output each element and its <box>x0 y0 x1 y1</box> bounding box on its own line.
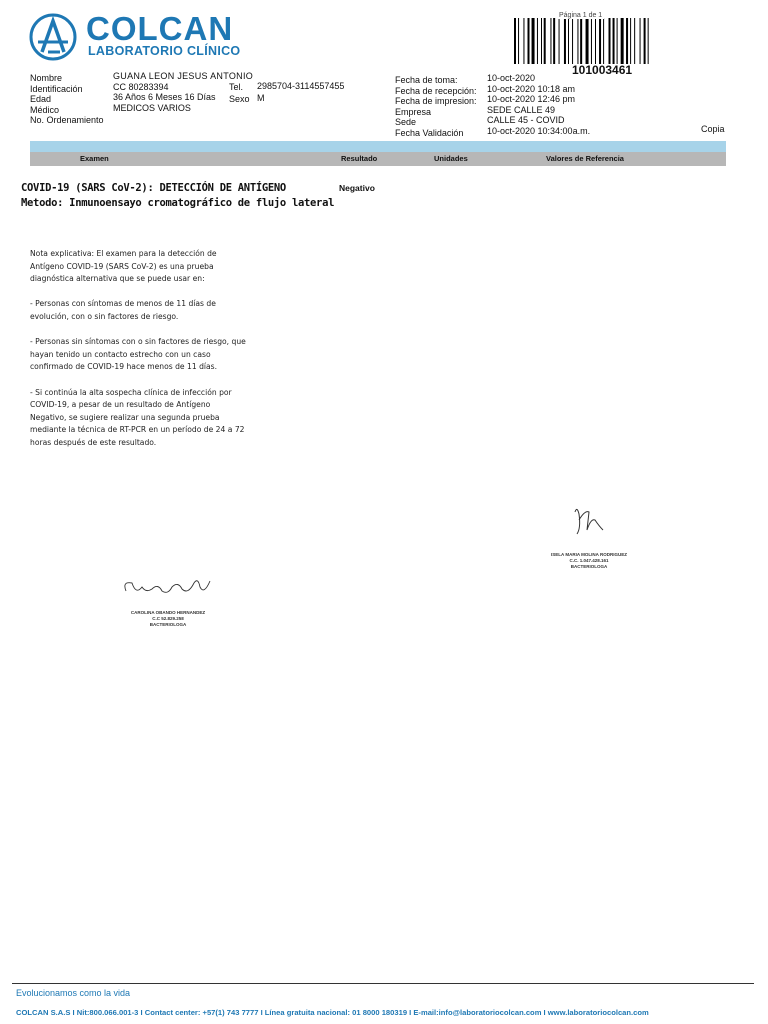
exam-result: Negativo <box>339 183 375 193</box>
patient-name: GUANA LEON JESUS ANTONIO <box>113 71 254 81</box>
date-labels <box>395 75 477 138</box>
signer-name: ISELA MARIA MOLINA RODRIGUEZ <box>551 552 627 557</box>
patient-id: CC 80283394 <box>113 81 169 92</box>
exam-title: COVID-19 (SARS CoV-2): DETECCIÓN DE ANTÍGENO <box>21 182 286 194</box>
label-doctor: Médico <box>30 104 60 115</box>
footer-divider <box>12 983 754 984</box>
barcode-number: 101003461 <box>572 63 633 77</box>
label-sample-date: Fecha de toma: <box>395 75 458 85</box>
signer-role: BACTERIOLOGA <box>570 564 608 569</box>
signer-name: CAROLINA OBANDO HERNANDEZ <box>130 610 206 615</box>
page-number: Página 1 de 1 <box>559 12 603 19</box>
footer-contact: COLCAN S.A.S I Nit:800.066.001-3 I Contact center: +57(1) 743 7777 I Línea gratuita nacional: 01 8000 180319 I E-mail:info@laboratoriocolcan.com I www.laboratoriocolcan.com <box>16 1008 649 1017</box>
header-band <box>30 141 726 152</box>
footer-slogan: Evolucionamos como la vida <box>16 988 131 998</box>
note-paragraph: Nota explicativa: El examen para la detección de Antígeno COVID-19 (SARS CoV-2) es una prueba diagnóstica alternativa que se puede usar en: <box>30 249 217 284</box>
copy-label: Copia <box>701 124 725 134</box>
note-paragraph: - Si continúa la alta sospecha clínica de infección por COVID-19, a pesar de un resultado de Antígeno Negativo, se sugiere realizar una segunda prueba mediante la técnica de RT-PCR en un período de 24 a 72 horas después de este resultado. <box>30 387 245 447</box>
patient-sex: M <box>257 93 265 103</box>
sample-date: 10-oct-2020 <box>487 73 536 83</box>
exam-method: Metodo: Inmunoensayo cromatográfico de flujo lateral <box>21 197 335 209</box>
validated-date: 10-oct-2020 10:34:00a.m. <box>487 125 591 136</box>
label-order: No. Ordenamiento <box>30 115 104 125</box>
colcan-logo-icon <box>28 12 78 62</box>
printed-date: 10-oct-2020 12:46 pm <box>487 94 576 104</box>
signer-id: C.C 52.829.258 <box>152 616 184 621</box>
date-values <box>487 73 590 136</box>
signature-scribble-icon <box>537 500 641 540</box>
column-units: Unidades <box>434 154 468 163</box>
label-id: Identificación <box>30 83 83 94</box>
explanatory-note <box>30 248 248 462</box>
brand-subtitle: LABORATORIO CLÍNICO <box>88 44 241 58</box>
column-reference: Valores de Referencia <box>546 154 624 163</box>
signature-block <box>116 573 220 633</box>
column-result: Resultado <box>341 154 378 163</box>
patient-labels <box>30 73 104 126</box>
site: CALLE 45 - COVID <box>487 115 565 125</box>
results-table-header <box>30 152 726 166</box>
signer-role: BACTERIOLOGA <box>149 622 187 627</box>
label-printed-date: Fecha de impresion: <box>395 96 477 106</box>
received-date: 10-oct-2020 10:18 am <box>487 83 576 94</box>
label-phone: Tel. <box>229 82 244 92</box>
label-received-date: Fecha de recepción: <box>395 85 477 96</box>
label-name: Nombre <box>30 73 63 83</box>
signature-block <box>537 500 641 569</box>
signer-id: C.C. 1.047.428.161 <box>569 558 609 563</box>
patient-doctor: MEDICOS VARIOS <box>113 102 191 113</box>
label-company: Empresa <box>395 106 432 117</box>
company: SEDE CALLE 49 <box>487 104 556 115</box>
note-paragraph: - Personas sin síntomas con o sin factores de riesgo, que hayan tenido un contacto estrecho con un caso confirmado de COVID-19 hace menos de 11 días. <box>30 337 246 372</box>
label-age: Edad <box>30 94 52 104</box>
brand-name: COLCAN <box>86 10 234 47</box>
label-site: Sede <box>395 117 417 127</box>
signature-scribble-icon <box>116 573 220 605</box>
note-paragraph: - Personas con síntomas de menos de 11 días de evolución, con o sin factores de riesgo. <box>30 299 216 321</box>
label-sex: Sexo <box>229 94 250 104</box>
patient-age: 36 Años 6 Meses 16 Días <box>113 92 216 102</box>
column-exam: Examen <box>80 154 109 163</box>
label-validated-date: Fecha Validación <box>395 127 464 138</box>
barcode <box>514 18 726 64</box>
patient-phone: 2985704-3114557455 <box>257 81 345 91</box>
